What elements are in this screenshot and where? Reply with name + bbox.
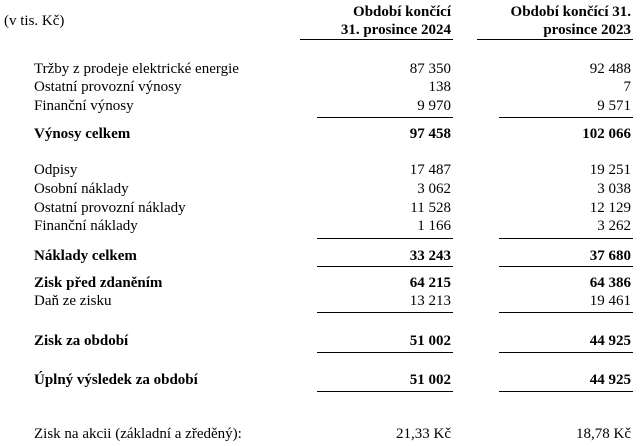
row-value-2023-zisk-pred-zdanenim: 64 386: [589, 275, 631, 291]
row-value-2023-uplny-vysledek: 44 925: [589, 372, 631, 388]
row-value-2024-zisk-pred-zdanenim: 64 215: [409, 275, 451, 291]
column-header-2024: [341, 3, 451, 39]
column-header-2024-line2: 31. prosince 2024: [340, 22, 451, 38]
row-value-2023-financni-vynosy: 9 571: [597, 98, 631, 114]
header-rule-2024: [300, 39, 453, 40]
row-value-2023-vynosy-celkem: 102 066: [582, 126, 631, 142]
row-label-naklady-celkem: Náklady celkem: [34, 248, 137, 264]
row-value-2023-zisk-na-akcii: 18,78 Kč: [576, 426, 631, 442]
row-label-ostatni-naklady: Ostatní provozní náklady: [34, 200, 186, 216]
row-value-2024-uplny-vysledek: 51 002: [409, 372, 451, 388]
column-header-2023-line2: prosince 2023: [543, 22, 631, 38]
row-label-zisk-pred-zdanenim: Zisk před zdaněním: [34, 275, 163, 291]
row-value-2023-odpisy: 19 251: [589, 162, 631, 178]
rule-uplny-2024: [317, 391, 453, 392]
row-value-2024-ostatni-vynosy: 138: [428, 79, 451, 95]
row-label-dan-ze-zisku: Daň ze zisku: [34, 293, 112, 309]
row-value-2023-dan-ze-zisku: 19 461: [589, 293, 631, 309]
row-label-vynosy-celkem: Výnosy celkem: [34, 126, 131, 142]
row-value-2024-financni-vynosy: 9 970: [417, 98, 451, 114]
row-value-2023-zisk-za-obdobi: 44 925: [589, 333, 631, 349]
rule-naklady-2024: [317, 238, 453, 239]
column-header-2024-line1: Období končící: [353, 4, 451, 20]
row-label-ostatni-vynosy: Ostatní provozní výnosy: [34, 79, 182, 95]
header-rule-2023: [477, 39, 633, 40]
unit-label: (v tis. Kč): [4, 13, 65, 29]
row-label-zisk-na-akcii: Zisk na akcii (základní a zředěný):: [34, 426, 242, 442]
row-value-2024-dan-ze-zisku: 13 213: [409, 293, 451, 309]
column-header-2023-line1: Období končící 31.: [510, 4, 631, 20]
row-value-2024-naklady-celkem: 33 243: [409, 248, 451, 264]
rule-naklady-2023: [499, 238, 633, 239]
row-value-2024-zisk-na-akcii: 21,33 Kč: [396, 426, 451, 442]
rule-dan-2024: [317, 312, 453, 313]
row-value-2024-trzby: 87 350: [409, 61, 451, 77]
row-label-trzby: Tržby z prodeje elektrické energie: [34, 61, 239, 77]
row-value-2023-ostatni-vynosy: 7: [623, 79, 631, 95]
rule-zisk-2024: [317, 352, 453, 353]
rule-zisk-2023: [499, 352, 633, 353]
row-label-uplny-vysledek: Úplný výsledek za období: [34, 372, 198, 388]
rule-vynosy-2023: [499, 117, 633, 118]
row-label-odpisy: Odpisy: [34, 162, 78, 178]
rule-vynosy-2024: [317, 117, 453, 118]
row-value-2024-zisk-za-obdobi: 51 002: [409, 333, 451, 349]
row-value-2024-ostatni-naklady: 11 528: [410, 200, 451, 216]
rule-dan-2023: [499, 312, 633, 313]
row-value-2024-osobni-naklady: 3 062: [417, 181, 451, 197]
row-value-2023-ostatni-naklady: 12 129: [589, 200, 631, 216]
row-value-2024-odpisy: 17 487: [409, 162, 451, 178]
row-value-2024-vynosy-celkem: 97 458: [409, 126, 451, 142]
row-label-zisk-za-obdobi: Zisk za období: [34, 333, 129, 349]
row-value-2023-naklady-celkem: 37 680: [589, 248, 631, 264]
row-value-2024-financni-naklady: 1 166: [417, 218, 451, 234]
rule-naklady-celkem-2023: [499, 266, 633, 267]
row-value-2023-financni-naklady: 3 262: [597, 218, 631, 234]
column-header-2023: [511, 3, 631, 39]
row-label-financni-vynosy: Finanční výnosy: [34, 98, 134, 114]
rule-uplny-2023: [499, 391, 633, 392]
rule-naklady-celkem-2024: [317, 266, 453, 267]
row-value-2023-osobni-naklady: 3 038: [597, 181, 631, 197]
row-value-2023-trzby: 92 488: [589, 61, 631, 77]
row-label-financni-naklady: Finanční náklady: [34, 218, 138, 234]
row-label-osobni-naklady: Osobní náklady: [34, 181, 129, 197]
